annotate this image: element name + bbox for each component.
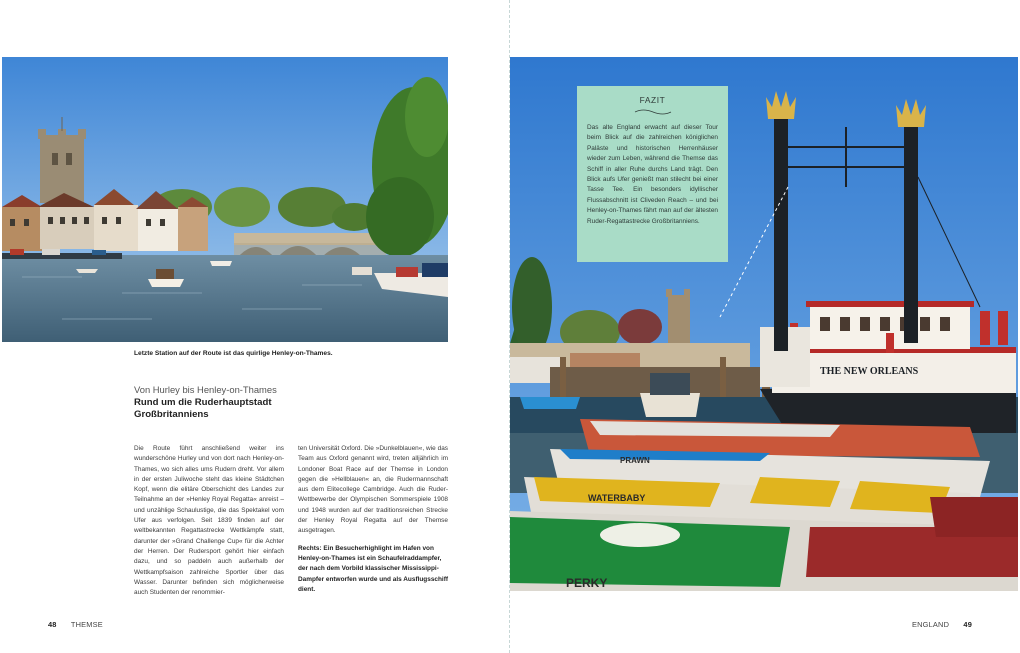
- column-2-text: ten Universität Oxford. Die »Dunkelblauen«, wie das Team aus Oxford genannt wird, treten alljährlich im Londoner Boat Race auf der Themse in London gegen die »Hellblauen« an, die Rudermannschaft aus dem Elitecollege Cambridge. Auch die Ruder-Wettbewerbe der Olympischen Sommerspiele 1908 und 1948 wurden auf der traditionsreichen Strecke der Henley Royal Regatta auf der Themse ausgetragen.: [298, 445, 448, 535]
- boat-name-perky: PERKY: [566, 576, 608, 590]
- boat-name-waterbaby: WATERBABY: [588, 493, 646, 503]
- fazit-title: FAZIT: [639, 95, 666, 105]
- article-column-1: [134, 444, 284, 598]
- fazit-text: Das alte England erwacht auf dieser Tour beim Blick auf die zahlreichen königlichen Paläste und historischen Herrenhäuser wieder zum Leben, während die Themse das Schiff in aller Ruhe durchs Land trägt. Den Blick aufs Ufer genießt man stilecht bei einer Tasse Tee. Ein besonders idyllischer Flussabschnitt ist Cliveden Reach – und bei Henley-on-Thames fährt man auf der ältesten Ruder-Regattastrecke Großbritanniens.: [587, 124, 718, 225]
- henley-river-photo: [2, 57, 448, 342]
- right-folio: [912, 620, 972, 629]
- steamer-name-label: THE NEW ORLEANS: [820, 366, 919, 377]
- left-folio: [48, 620, 103, 629]
- page-number-right: 49: [963, 620, 973, 629]
- page-number-left: 48: [48, 620, 57, 629]
- article-headline: Rund um die Ruderhauptstadt Großbritanniens: [134, 397, 272, 420]
- boat-name-prawn: PRAWN: [620, 456, 650, 465]
- right-photo-caption: Rechts: Ein Besucherhighlight im Hafen von Henley-on-Thames ist ein Schaufelraddampfer, der nach dem Vorbild klassischer Mississippi-Dampfer entworfen wurde und als Ausflugsschiff dient.: [298, 544, 448, 593]
- left-photo-caption: Letzte Station auf der Route ist das quirlige Henley-on-Thames.: [134, 350, 333, 357]
- column-1-text: Die Route führt anschließend weiter ins wunderschöne Hurley und von dort nach Henley-on-Thames, wo sich alles ums Rudern dreht. Vor allem in der ersten Juliwoche steht das kleine Städtchen Kopf, wenn die elitäre Oberschicht des Landes zur Teilnahme an der »Henley Royal Regatta« anreist – und unzählige Schaulustige, die das Spektakel vom Ufer aus verfolgen. Seit 1839 finden auf der weltbekannten Regattastrecke Wettkämpfe statt, darunter der »Grand Challenge Cup« für die Achter der Herren. Der Rudersport gehört hier einfach dazu, und so paddeln auch außerhalb der Wettkampfsaison zahlreiche Sportler über das Wasser. Darunter befinden sich möglicherweise auch Studenten der renommier-: [134, 445, 284, 597]
- ornament-icon: [633, 108, 673, 116]
- article-column-2: [298, 444, 448, 595]
- article-kicker: Von Hurley bis Henley-on-Thames: [134, 384, 277, 395]
- section-label-left: THEMSE: [70, 620, 103, 629]
- fazit-box: [577, 86, 728, 262]
- section-label-right: ENGLAND: [912, 620, 950, 629]
